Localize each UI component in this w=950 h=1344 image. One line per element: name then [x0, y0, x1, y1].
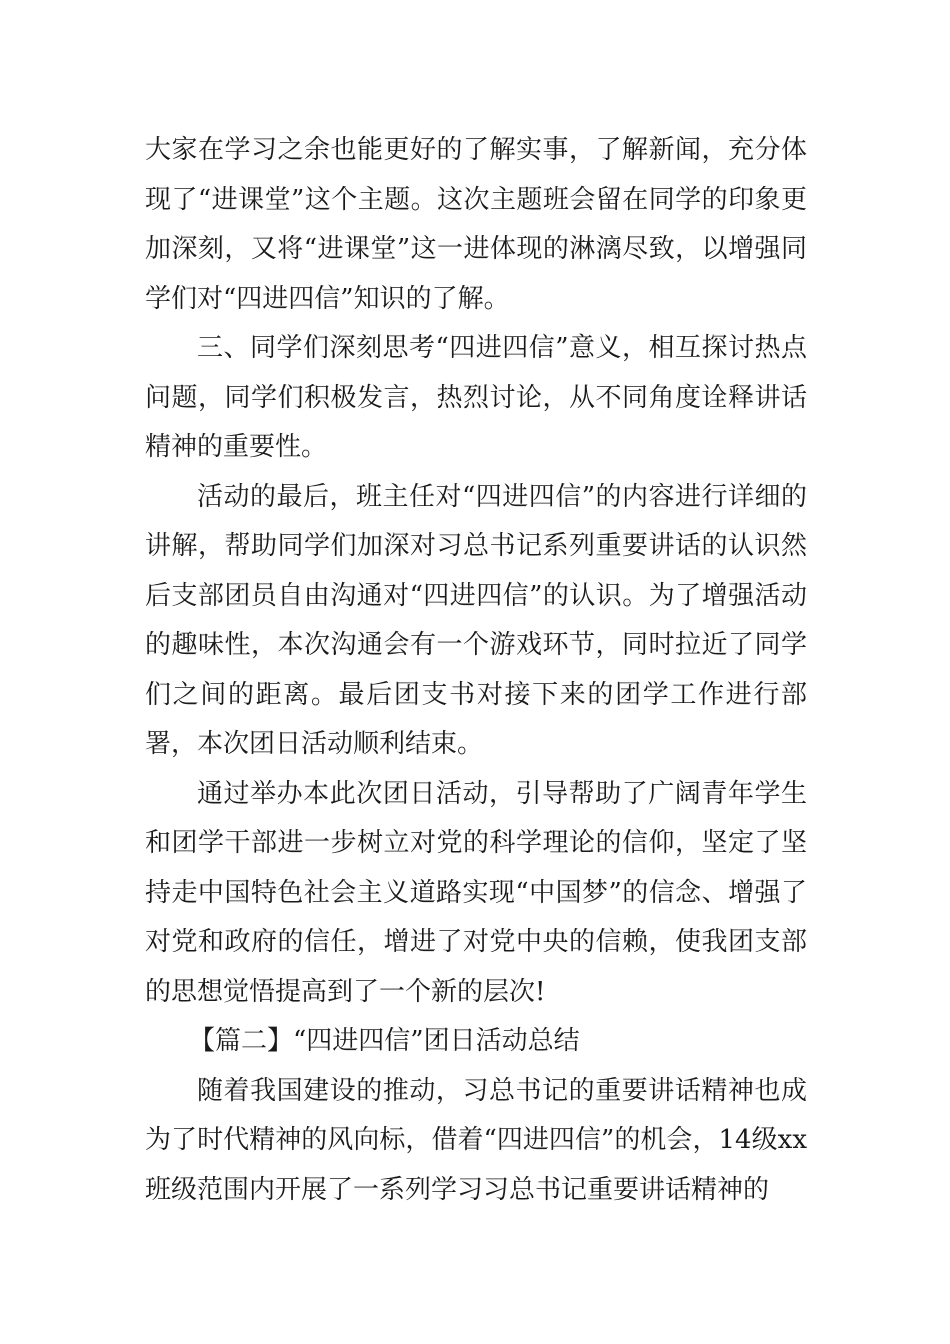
- paragraph-part-two-intro: 随着我国建设的推动，习总书记的重要讲话精神也成为了时代精神的风向标，借着“四进四信”的机会，14级xx班级范围内开展了一系列学习习总书记重要讲话精神的: [145, 1075, 807, 1205]
- paragraph-summary: 通过举办本此次团日活动，引导帮助了广阔青年学生和团学干部进一步树立对党的科学理论的信仰，坚定了坚持走中国特色社会主义道路实现“中国梦”的信念、增强了对党和政府的信任，增进了对党中央的信赖，使我团支部的思想觉悟提高到了一个新的层次!: [145, 778, 807, 1007]
- paragraph-activity-end: 活动的最后，班主任对“四进四信”的内容进行详细的讲解，帮助同学们加深对习总书记系列重要讲话的认识然后支部团员自由沟通对“四进四信”的认识。为了增强活动的趣味性，本次沟通会有一个游戏环节，同时拉近了同学们之间的距离。最后团支书对接下来的团学工作进行部署，本次团日活动顺利结束。: [145, 481, 807, 759]
- section-heading: 【篇二】“四进四信”团日活动总结: [189, 1026, 580, 1056]
- paragraph-section-three: 三、同学们深刻思考“四进四信”意义，相互探讨热点问题，同学们积极发言，热烈讨论，从不同角度诠释讲话精神的重要性。: [145, 333, 807, 462]
- paragraph-continuation: 大家在学习之余也能更好的了解实事，了解新闻，充分体现了“进课堂”这个主题。这次主题班会留在同学的印象更加深刻，又将“进课堂”这一进体现的淋漓尽致，以增强同学们对“四进四信”知识的了解。: [145, 135, 807, 314]
- document-body: [145, 126, 807, 1215]
